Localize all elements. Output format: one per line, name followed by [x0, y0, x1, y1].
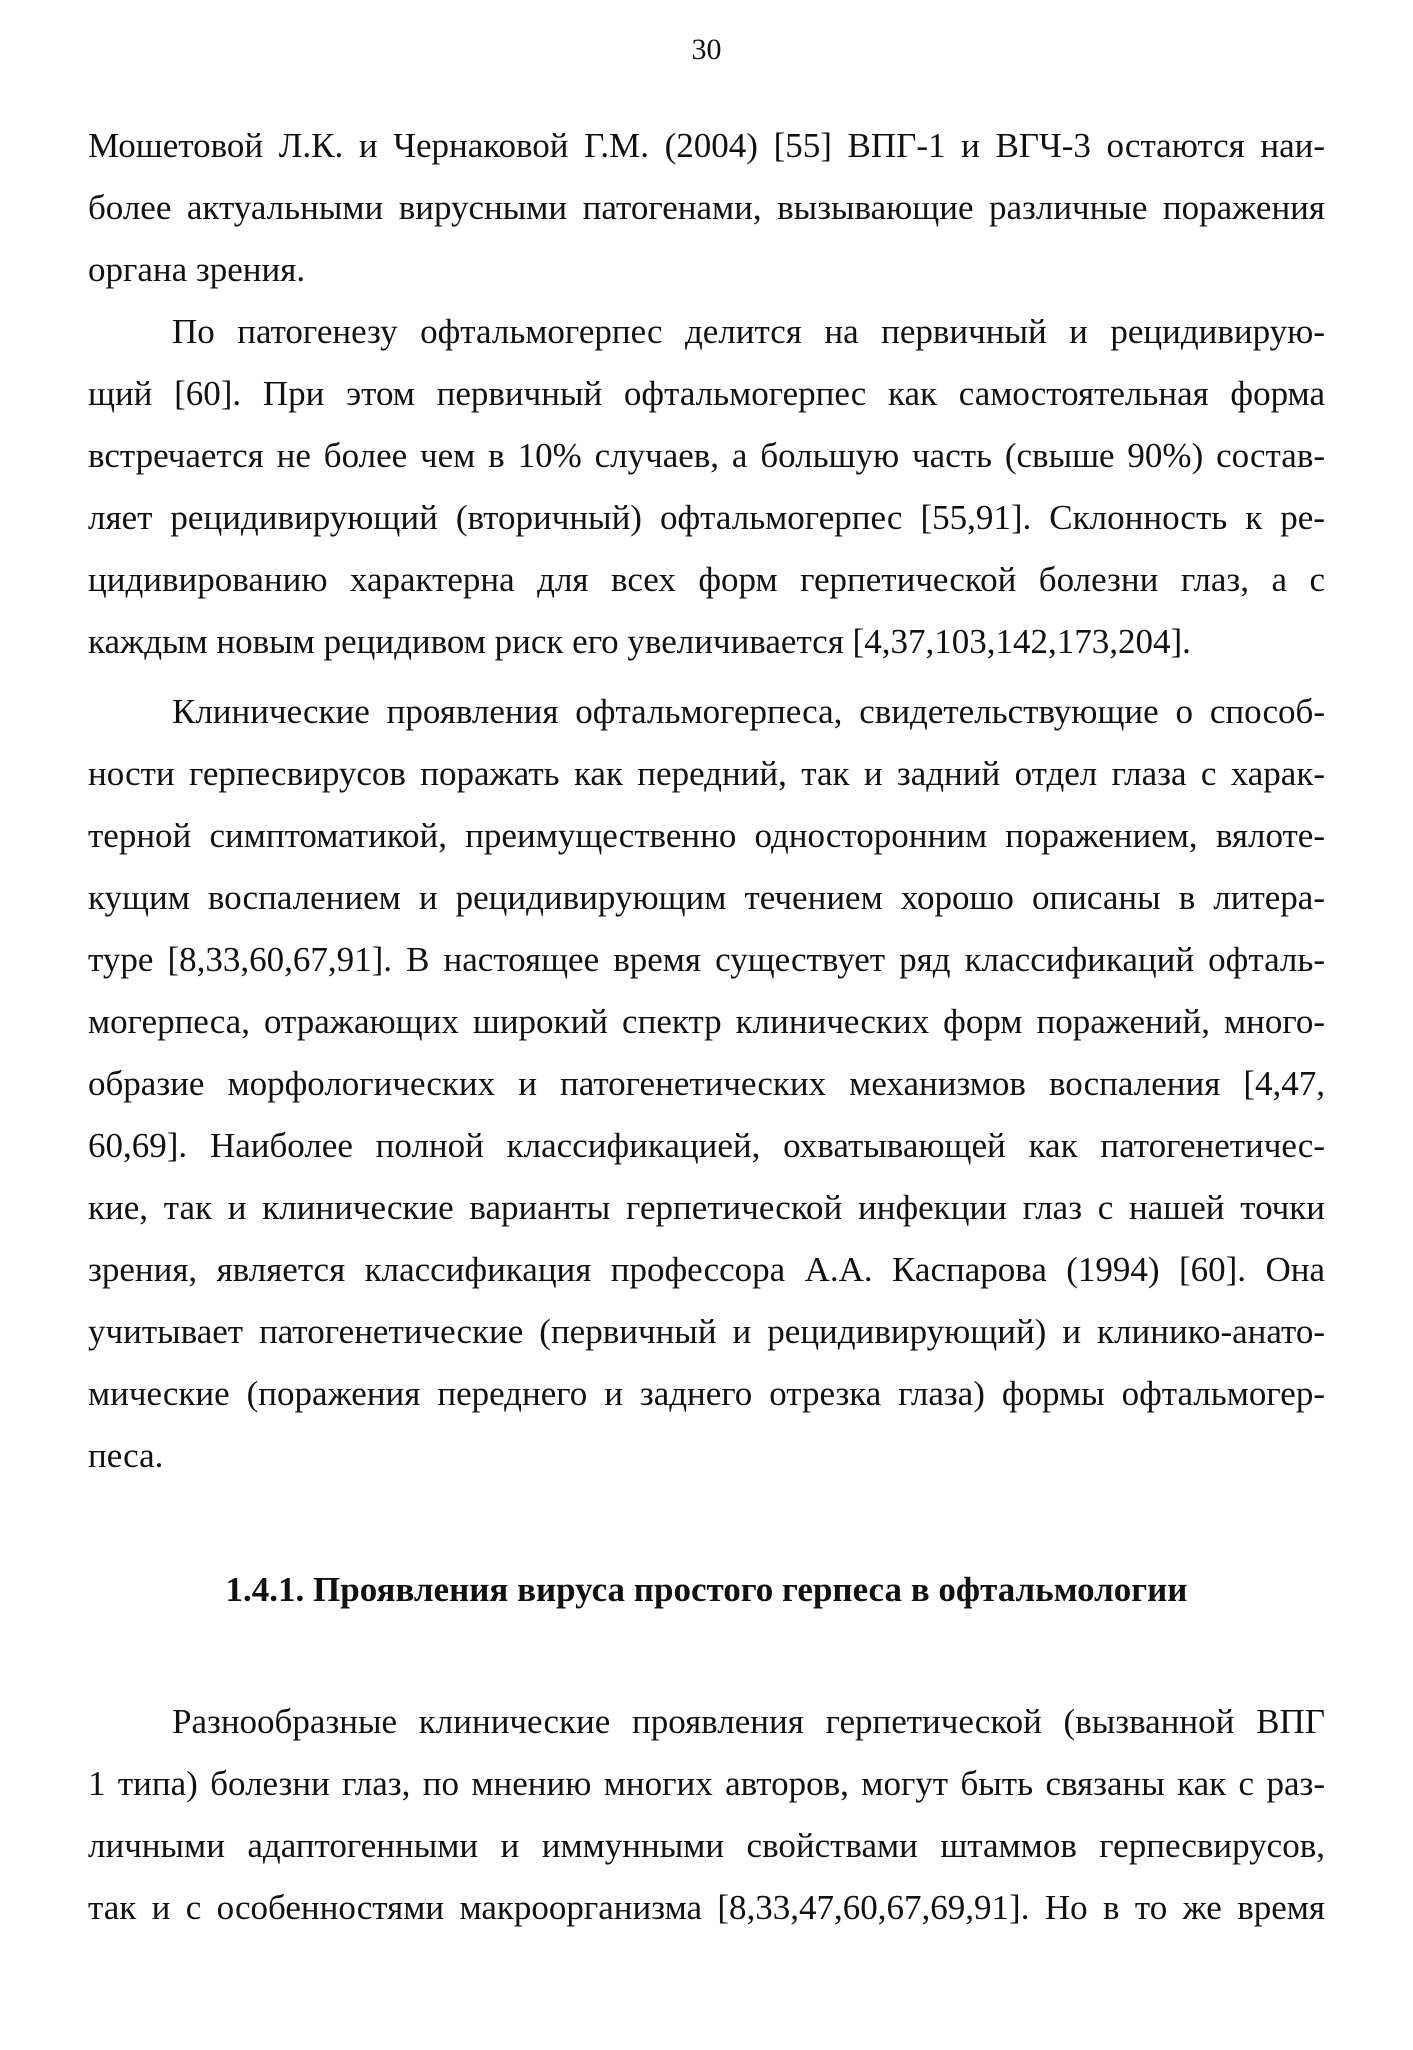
text-line: 1 типа) болезни глаз, по мнению многих авторов, могут быть связаны как с раз-: [88, 1764, 1325, 1803]
text-line: мические (поражения переднего и заднего отрезка глаза) формы офтальмогер-: [88, 1374, 1325, 1413]
text-line: 60,69]. Наиболее полной классификацией, охватывающей как патогенетичес-: [88, 1126, 1325, 1165]
text-line: туре [8,33,60,67,91]. В настоящее время существует ряд классификаций офталь-: [88, 940, 1325, 979]
text-line: органа зрения.: [88, 250, 306, 289]
text-line: песа.: [88, 1436, 164, 1475]
text-line: Мошетовой Л.К. и Чернаковой Г.М. (2004) [55] ВПГ-1 и ВГЧ-3 остаются наи-: [88, 126, 1325, 165]
text-line: образие морфологических и патогенетических механизмов воспаления [4,47,: [88, 1064, 1325, 1103]
text-line: каждым новым рецидивом риск его увеличивается [4,37,103,142,173,204].: [88, 622, 1191, 661]
text-line: учитывает патогенетические (первичный и рецидивирующий) и клинико-анато-: [88, 1312, 1325, 1351]
text-line: личными адаптогенными и иммунными свойствами штаммов герпесвирусов,: [88, 1826, 1325, 1865]
text-line: встречается не более чем в 10% случаев, а большую часть (свыше 90%) состав-: [88, 436, 1325, 475]
text-line: кие, так и клинические варианты герпетической инфекции глаз с нашей точки: [88, 1188, 1325, 1227]
text-line: Разнообразные клинические проявления герпетической (вызванной ВПГ: [172, 1702, 1325, 1741]
text-line: По патогенезу офтальмогерпес делится на первичный и рецидивирую-: [172, 312, 1325, 351]
text-line: ляет рецидивирующий (вторичный) офтальмогерпес [55,91]. Склонность к ре-: [88, 498, 1325, 537]
text-line: так и с особенностями макроорганизма [8,33,47,60,67,69,91]. Но в то же время: [88, 1888, 1325, 1927]
text-line: ности герпесвирусов поражать как передний, так и задний отдел глаза с харак-: [88, 754, 1325, 793]
text-line: могерпеса, отражающих широкий спектр клинических форм поражений, много-: [88, 1002, 1325, 1041]
text-line: щий [60]. При этом первичный офтальмогерпес как самостоятельная форма: [88, 374, 1325, 413]
text-line: кущим воспалением и рецидивирующим течением хорошо описаны в литера-: [88, 878, 1325, 917]
section-heading: 1.4.1. Проявления вируса простого герпеса в офтальмологии: [225, 1570, 1188, 1609]
text-line: зрения, является классификация профессора А.А. Каспарова (1994) [60]. Она: [88, 1250, 1325, 1289]
text-line: терной симптоматикой, преимущественно односторонним поражением, вялоте-: [88, 816, 1325, 855]
page-number: 30: [691, 33, 722, 66]
text-line: более актуальными вирусными патогенами, вызывающие различные поражения: [88, 188, 1325, 227]
text-line: цидивированию характерна для всех форм герпетической болезни глаз, а с: [88, 560, 1325, 599]
text-line: Клинические проявления офтальмогерпеса, свидетельствующие о способ-: [172, 692, 1325, 731]
